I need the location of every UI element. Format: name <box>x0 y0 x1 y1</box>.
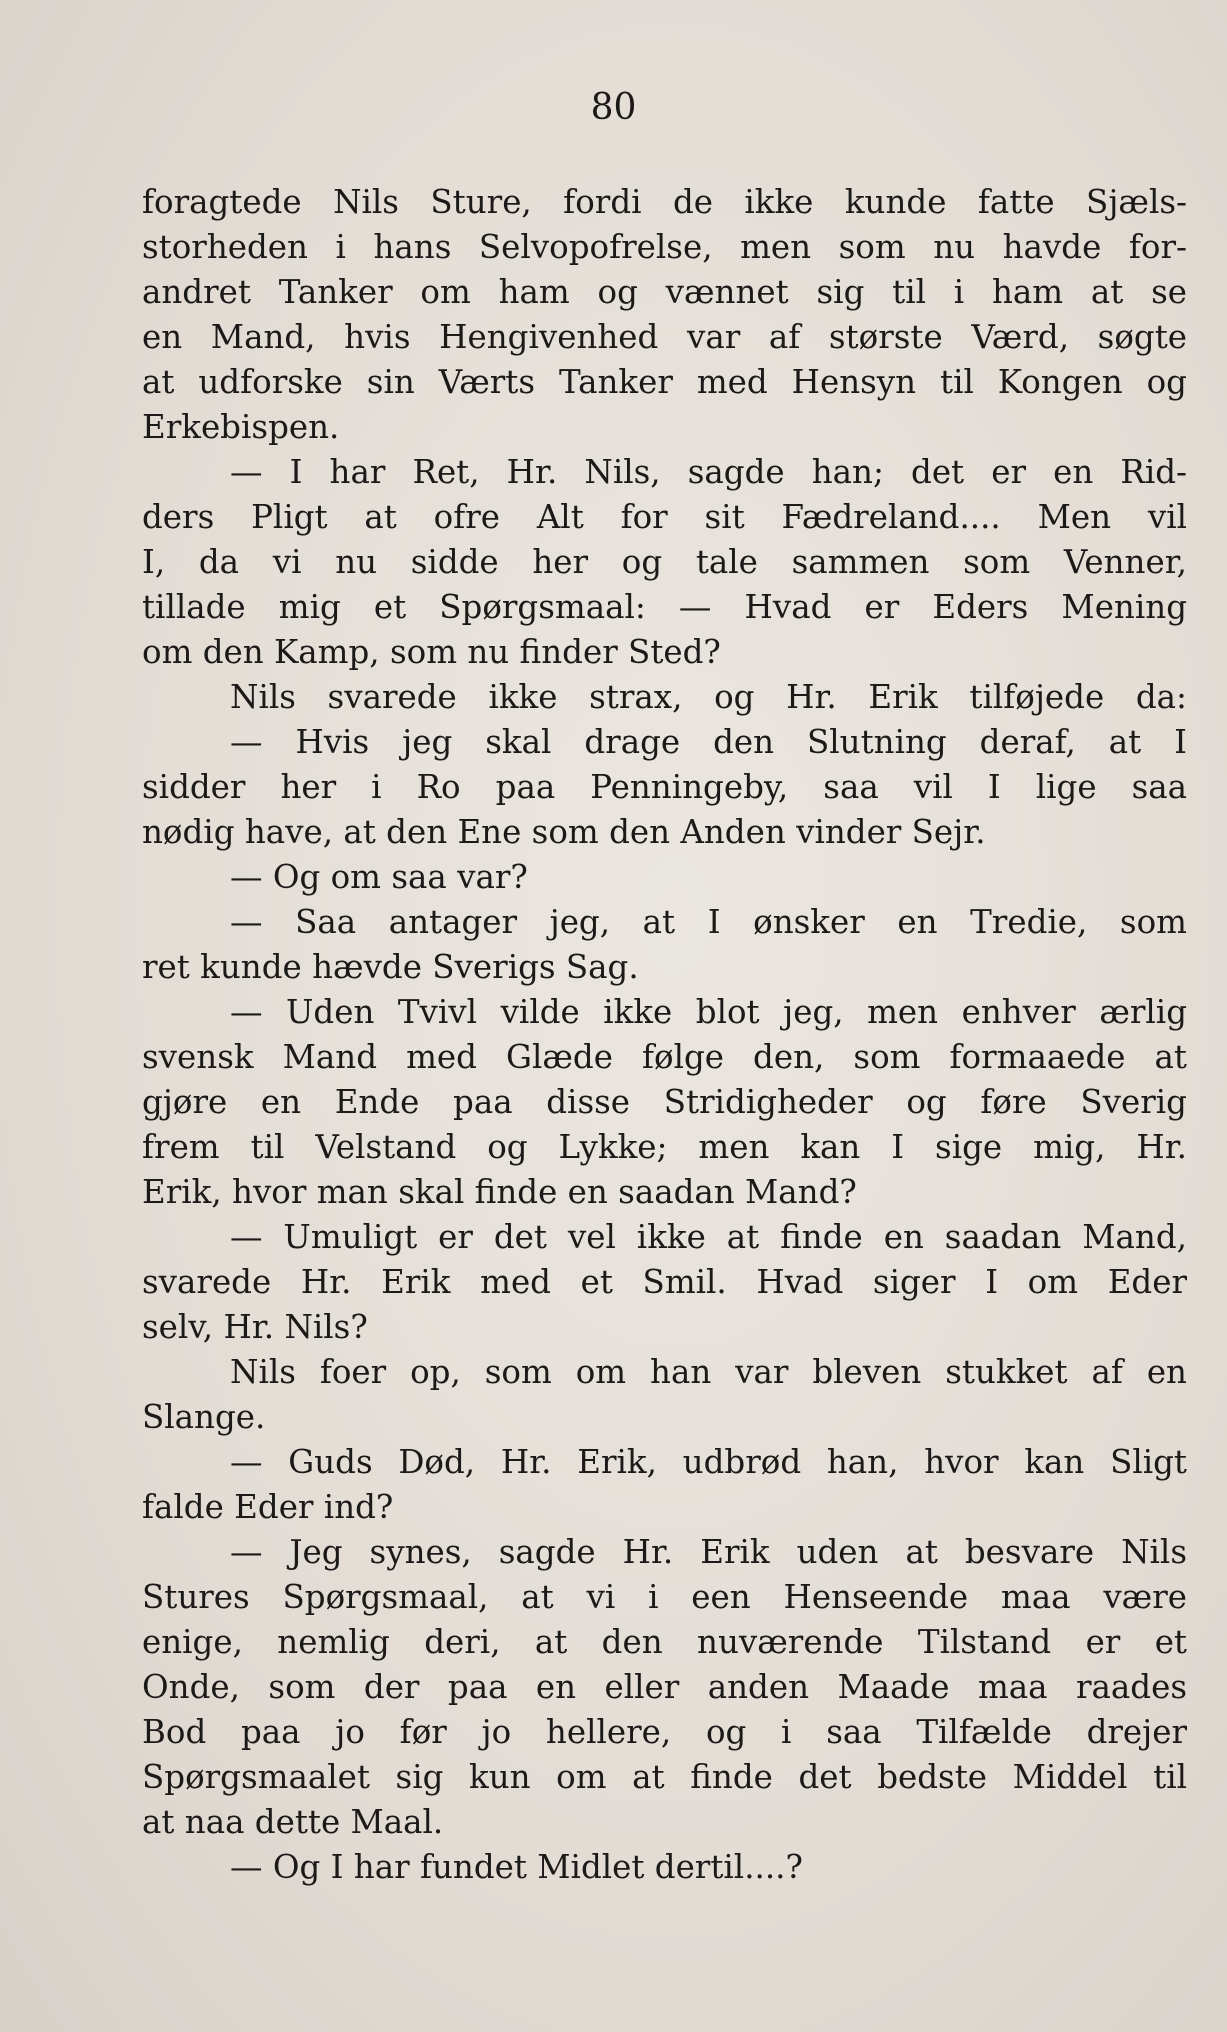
text-line: sidder her i Ro paa Penningeby, saa vil I lige saa <box>142 768 1187 806</box>
text-line: at naa dette Maal. <box>142 1803 444 1841</box>
text-line: andret Tanker om ham og vænnet sig til i ham at se <box>142 273 1187 311</box>
text-line: Spørgsmaalet sig kun om at finde det bedste Middel til <box>142 1758 1187 1796</box>
text-line: storheden i hans Selvopofrelse, men som nu havde for- <box>142 228 1187 266</box>
text-line: — Hvis jeg skal drage den Slutning deraf, at I <box>230 723 1187 761</box>
text-line: — Umuligt er det vel ikke at finde en saadan Mand, <box>230 1218 1187 1256</box>
text-line: Erik, hvor man skal finde en saadan Mand? <box>142 1173 857 1211</box>
text-line: — Og I har fundet Midlet dertil....? <box>230 1848 803 1886</box>
text-line: — Guds Død, Hr. Erik, udbrød han, hvor kan Sligt <box>230 1443 1187 1481</box>
text-line: om den Kamp, som nu finder Sted? <box>142 633 721 671</box>
text-line: Bod paa jo før jo hellere, og i saa Tilfælde drejer <box>142 1713 1187 1751</box>
text-line: enige, nemlig deri, at den nuværende Tilstand er et <box>142 1623 1187 1661</box>
text-line: ret kunde hævde Sverigs Sag. <box>142 948 639 986</box>
text-line: — Saa antager jeg, at I ønsker en Tredie, som <box>230 903 1187 941</box>
text-line: nødig have, at den Ene som den Anden vinder Sejr. <box>142 813 986 851</box>
text-line: foragtede Nils Sture, fordi de ikke kunde fatte Sjæls- <box>142 183 1187 221</box>
text-line: tillade mig et Spørgsmaal: — Hvad er Eders Mening <box>142 588 1187 626</box>
text-line: en Mand, hvis Hengivenhed var af største Værd, søgte <box>142 318 1187 356</box>
page-number: 80 <box>590 87 637 128</box>
text-line: I, da vi nu sidde her og tale sammen som Venner, <box>142 543 1187 581</box>
text-line: ders Pligt at ofre Alt for sit Fædreland.... Men vil <box>142 498 1187 536</box>
text-line: frem til Velstand og Lykke; men kan I sige mig, Hr. <box>142 1128 1187 1166</box>
text-line: svarede Hr. Erik med et Smil. Hvad siger I om Eder <box>142 1263 1187 1301</box>
text-line: Erkebispen. <box>142 408 340 446</box>
text-line: Onde, som der paa en eller anden Maade maa raades <box>142 1668 1187 1706</box>
text-line: selv, Hr. Nils? <box>142 1308 368 1346</box>
text-line: Slange. <box>142 1398 266 1436</box>
text-line: falde Eder ind? <box>142 1488 394 1526</box>
text-line: — Jeg synes, sagde Hr. Erik uden at besvare Nils <box>230 1533 1187 1571</box>
text-line: — Uden Tvivl vilde ikke blot jeg, men enhver ærlig <box>230 993 1187 1031</box>
text-line: — Og om saa var? <box>230 858 528 896</box>
text-line: Stures Spørgsmaal, at vi i een Henseende maa være <box>142 1578 1187 1616</box>
text-line: at udforske sin Værts Tanker med Hensyn til Kongen og <box>142 363 1187 401</box>
text-line: gjøre en Ende paa disse Stridigheder og føre Sverig <box>142 1083 1187 1121</box>
text-line: — I har Ret, Hr. Nils, sagde han; det er en Rid- <box>230 453 1187 491</box>
text-line: Nils foer op, som om han var bleven stukket af en <box>230 1353 1187 1391</box>
text-line: Nils svarede ikke strax, og Hr. Erik tilføjede da: <box>230 678 1187 716</box>
text-line: svensk Mand med Glæde følge den, som formaaede at <box>142 1038 1187 1076</box>
body-text <box>142 180 1187 1890</box>
